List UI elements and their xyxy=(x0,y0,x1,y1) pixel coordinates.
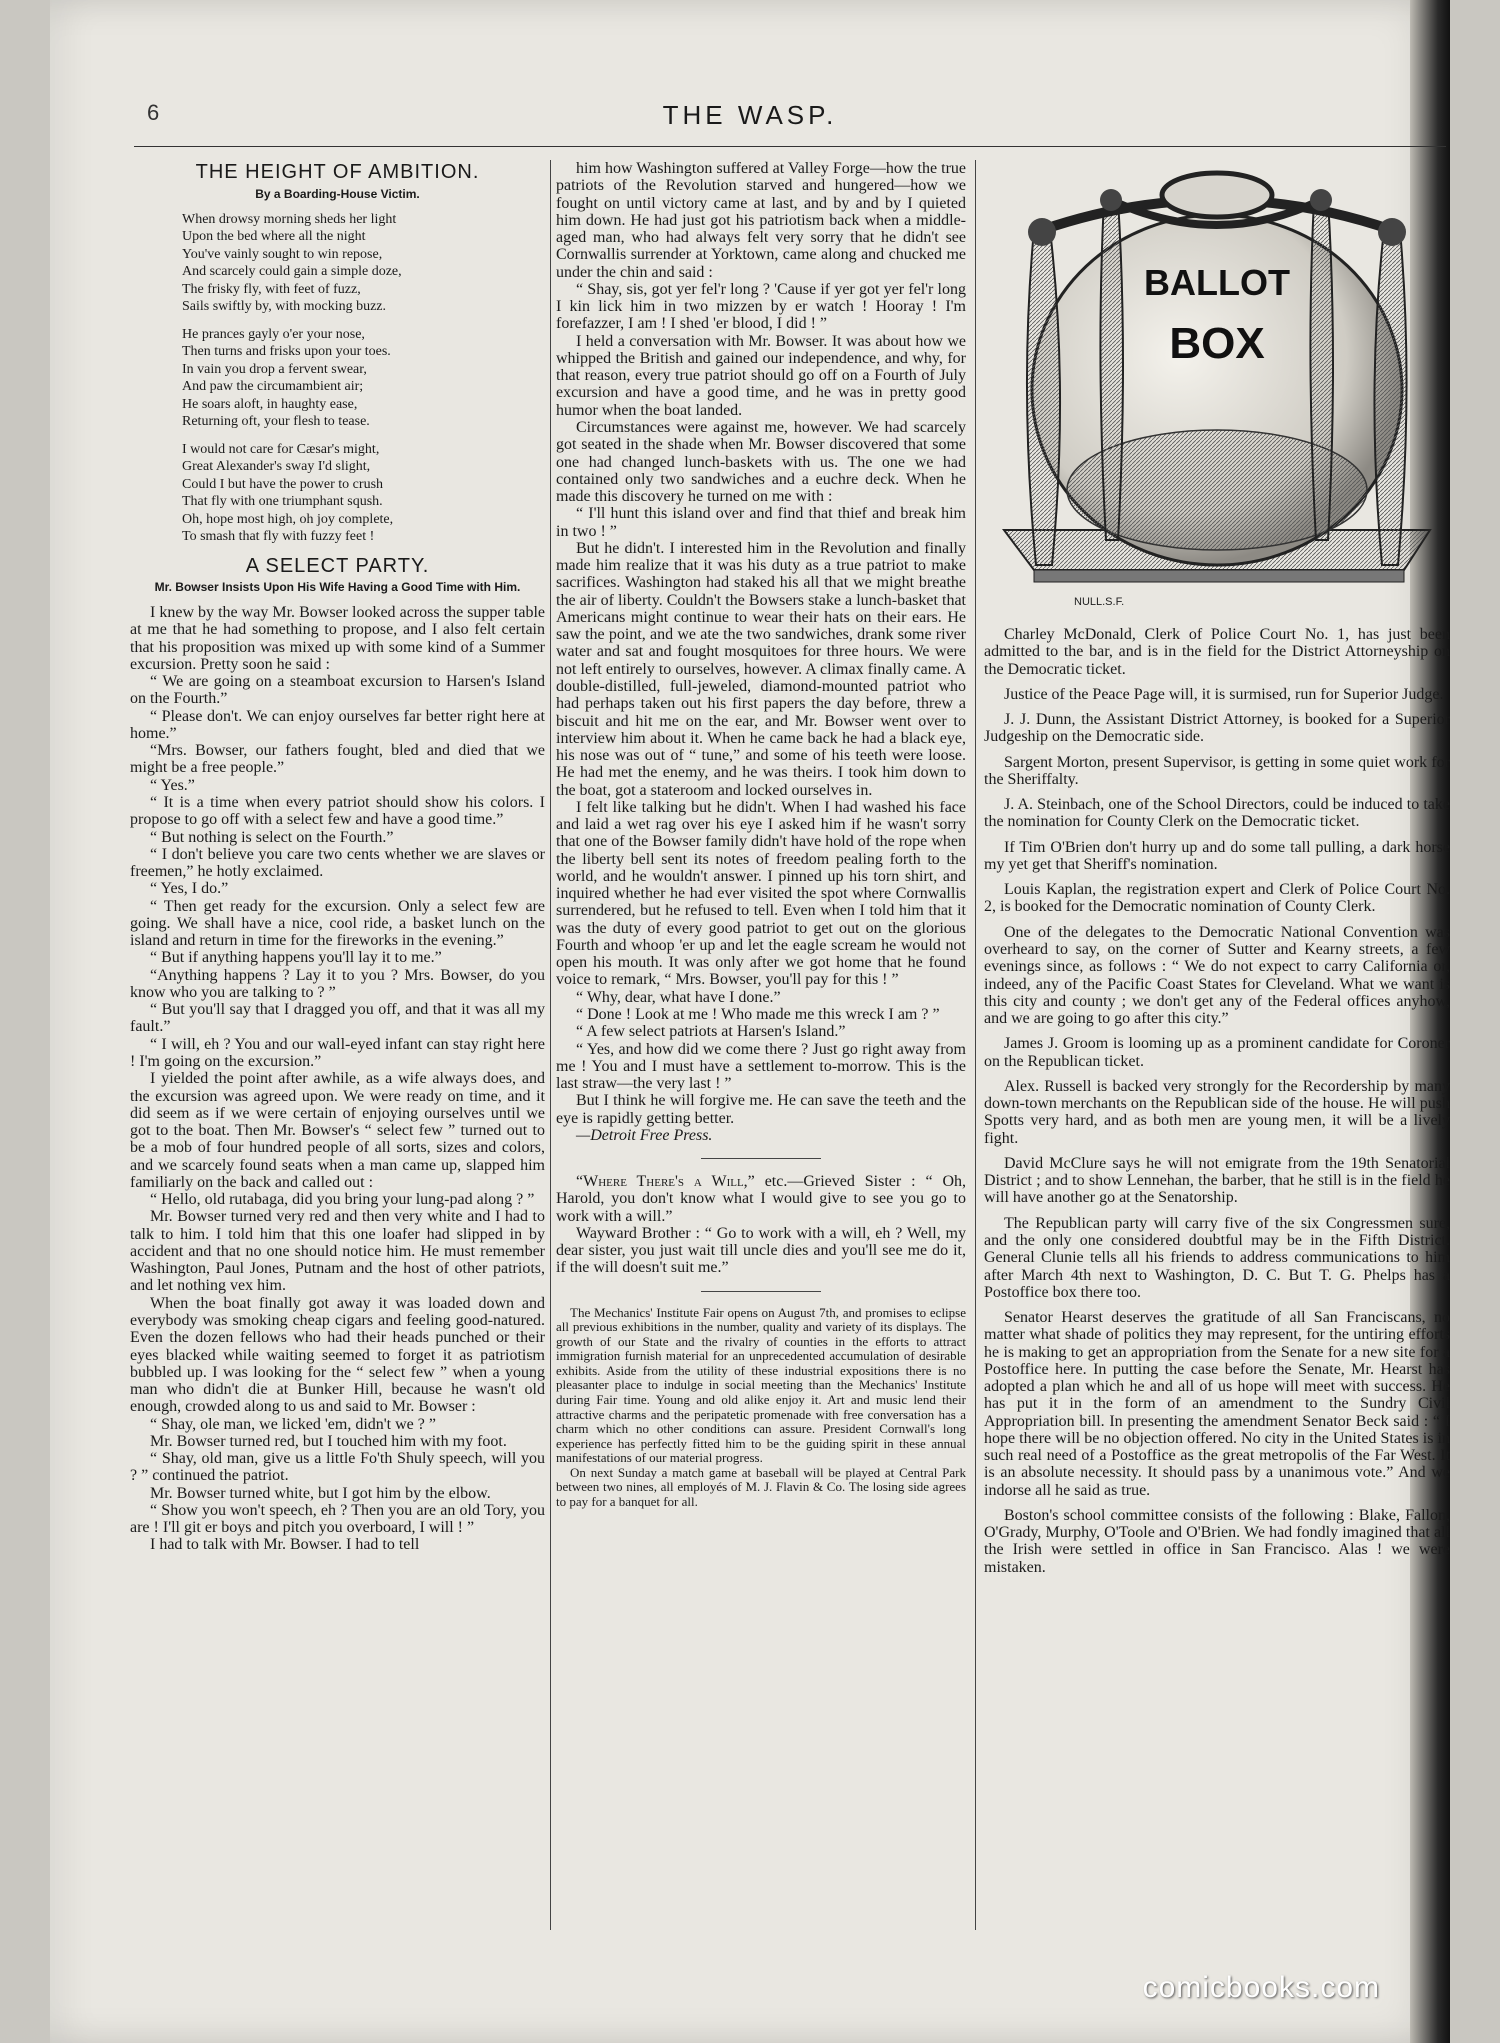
poem-line: He soars aloft, in haughty ease, xyxy=(182,396,358,412)
poem-body xyxy=(182,211,545,546)
story-paragraph: “ Shay, old man, give us a little Fo'th Shuly speech, will you ? ” continued the patriot. xyxy=(130,1450,545,1485)
note-paragraph: Louis Kaplan, the registration expert and Clerk of Police Court No. 2, is booked for the Democratic nomination of County Clerk. xyxy=(984,881,1450,916)
story-paragraph: Circumstances were against me, however. We had scarcely got seated in the shade when Mr. Bowser discovered that some one had changed lunch-baskets with us. The one we had contained only two sandwiches and a euchre deck. When he made this discovery he turned on me with : xyxy=(556,418,966,506)
will-paragraph: “Where There's a Will,” etc.—Grieved Sister : “ Oh, Harold, you don't know what I would give to see you go to work with a will.” xyxy=(556,1173,967,1225)
poem-byline: By a Boarding-House Victim. xyxy=(255,186,420,201)
story-paragraph: “ But you'll say that I dragged you off, and that it was all my fault.” xyxy=(130,1001,545,1036)
story-paragraph: “ Yes.” xyxy=(150,776,195,794)
poem-line: Sails swiftly by, with mocking buzz. xyxy=(182,299,387,315)
poem-line: You've vainly sought to win repose, xyxy=(182,246,383,262)
story-paragraph: Mr. Bowser turned red, but I touched him with my foot. xyxy=(150,1432,507,1450)
poem-line: He prances gayly o'er your nose, xyxy=(182,326,365,342)
story-paragraph: “ We are going on a steamboat excursion to Harsen's Island on the Fourth.” xyxy=(130,673,545,708)
story-subtitle: Mr. Bowser Insists Upon His Wife Having a Good Time with Him. xyxy=(154,580,521,595)
poem-line: In vain you drop a fervent swear, xyxy=(182,361,367,377)
column-1 xyxy=(130,160,545,1554)
poem-line: That fly with one triumphant sqush. xyxy=(182,494,383,510)
separator xyxy=(701,1291,821,1292)
story-paragraph: “ It is a time when every patriot should show his colors. I propose to go off with a select few and have a good time.” xyxy=(130,794,545,829)
story-column-1 xyxy=(130,604,545,1554)
story-paragraph: “ A few select patriots at Harsen's Island.” xyxy=(576,1023,846,1041)
poem-line: To smash that fly with fuzzy feet ! xyxy=(182,529,375,545)
column-rule-1 xyxy=(550,160,551,1930)
story-paragraph: him how Washington suffered at Valley Forge—how the true patriots of the Revolution starved and hungered—how we fought on until victory came at last, and by and by I quieted him down. He had just got his patriotism back when a middle-aged man, who had always felt very sorry that he didn't see Cornwallis surrender at Yorktown, came along and chucked me under the chin and said : xyxy=(556,160,966,281)
poem-line: And scarcely could gain a simple doze, xyxy=(182,264,402,280)
poem-line: The frisky fly, with feet of fuzz, xyxy=(182,281,361,297)
separator xyxy=(701,1158,821,1159)
page-number: 6 xyxy=(147,100,160,125)
short-item: On next Sunday a match game at baseball will be played at Central Park between two nines, all employés of M. J. Flavin & Co. The losing side agrees to pay for a banquet for all. xyxy=(556,1464,966,1509)
story-paragraph: “ But if anything happens you'll lay it to me.” xyxy=(150,949,442,967)
note-paragraph: One of the delegates to the Democratic National Convention was overheard to say, on the corner of Sutter and Kearny streets, a few evenings since, as follows : “ We do not expect to carry California or, indeed, any of the Pacific Coast States for Cleveland. What we want is this city and county ; we don't get any of the Federal offices anyhow, and we are going to go after this city.” xyxy=(984,923,1450,1028)
poem-line: Great Alexander's sway I'd slight, xyxy=(182,459,371,475)
note-paragraph: James J. Groom is looming up as a prominent candidate for Coroner on the Republican ticket. xyxy=(984,1035,1450,1070)
poem-line: And paw the circumambient air; xyxy=(182,379,364,395)
story-paragraph: But I think he will forgive me. He can save the teeth and the eye is rapidly getting better. xyxy=(556,1092,966,1127)
watermark: comicbooks.com xyxy=(1142,1971,1380,2004)
story-column-2 xyxy=(556,160,966,1127)
story-credit: —Detroit Free Press. xyxy=(576,1126,713,1144)
story-paragraph: “ Yes, and how did we come there ? Just go right away from me ! You and I must have a settlement to-morrow. This is the last straw—the very last ! ” xyxy=(556,1040,966,1093)
political-notes xyxy=(984,626,1450,1576)
poem-stanza xyxy=(182,326,545,431)
will-reply: Wayward Brother : “ Go to work with a will, eh ? Well, my dear sister, you just wait till uncle dies and you'll see me do it, if the will doesn't suit me.” xyxy=(556,1224,966,1277)
will-lead: Where There's a Will,” xyxy=(583,1173,755,1191)
story-paragraph: But he didn't. I interested him in the Revolution and finally made him realize that it was his duty as a true patriot to make sacrifices. Washington had staked his all that we might breathe the air of liberty. Couldn't the Bowsers stake a lunch-basket that Americans might continue to wear their hats on their ears. He saw the point, and we ate the two sandwiches, drank some river water and sat and fought mosquitoes for three hours. We were not left entirely to ourselves, however. A climax finally came. A double-distilled, full-jeweled, diamond-mounted patriot who had perhaps taken out his first papers the day before, threw a biscuit and hit me on the ear, and Mr. Bowser went over to interview him about it. When he came back he had a black eye, his nose was out of “ tune,” and some of his teeth were loose. He had met the enemy, and he was theirs. I took him down to the boat, got a stateroom and locked ourselves in. xyxy=(556,539,966,799)
story-paragraph: “ Yes, I do.” xyxy=(150,880,229,898)
story-paragraph: “Anything happens ? Lay it to you ? Mrs. Bowser, do you know who you are talking to ? ” xyxy=(130,966,545,1001)
poem-title: THE HEIGHT OF AMBITION. xyxy=(195,161,480,183)
note-paragraph: The Republican party will carry five of the six Congressmen sure, and the only one considered doubtful may be in the Fifth District. General Clunie tells all his friends to address communications to him after March 4th next to Washington, D. C. But T. G. Phelps has a Postoffice box there too. xyxy=(984,1214,1450,1301)
short-item: The Mechanics' Institute Fair opens on August 7th, and promises to eclipse all previous exhibitions in the number, quality and variety of its displays. The growth of our State and the rivalry of counties in the efforts to attract immigration furnish material for an unprecedented accumulation of desirable exhibits. Aside from the utility of these industrial expositions there is no pleasanter place to indulge in social meeting than the Mechanics' Institute during Fair time. Young and old alike enjoy it. Art and music lend their attractive charms and the peripatetic promenade with free conversation has a charm which no other conditions can assure. President Cornwall's long experience has perfectly fitted him to be the guiding spirit in these annual manifestations of our material progress. xyxy=(556,1304,966,1466)
note-paragraph: Senator Hearst deserves the gratitude of all San Franciscans, no matter what shade of politics they may represent, for the untiring efforts he is making to get an appropriation from the Senate for a new site for a Postoffice here. In putting the case before the Senate, Mr. Hearst has adopted a plan which he and all of us hope will meet with success. He has put it in the form of an amendment to the Sundry Civil Appropriation bill. In presenting the amendment Senator Beck said : “ I hope there will be no objection offered. No city in the United States is in such real need of a Postoffice as the great metropolis of the Far West. It is an absolute necessity. It should pass by a unanimous vote.” And we indorse all he said as true. xyxy=(984,1309,1450,1499)
story-paragraph: Mr. Bowser turned white, but I got him by the elbow. xyxy=(150,1484,491,1502)
story-paragraph: “ Done ! Look at me ! Who made me this wreck I am ? ” xyxy=(576,1006,940,1024)
poem-line: Returning oft, your flesh to tease. xyxy=(182,414,370,430)
story-paragraph: “ Show you won't speech, eh ? Then you are an old Tory, you are ! I'll git er boys and pitch you overboard, I will ! ” xyxy=(130,1501,545,1537)
header-rule xyxy=(134,146,1446,147)
ballot-box-illustration xyxy=(984,160,1450,620)
story-paragraph: “ Then get ready for the excursion. Only a select few are going. We shall have a nice, cool ride, a basket lunch on the island and return in time for the fireworks in the evening.” xyxy=(130,897,545,950)
story-paragraph: “ Shay, ole man, we licked 'em, didn't we ? ” xyxy=(150,1415,436,1433)
story-paragraph: “ I will, eh ? You and our wall-eyed infant can stay right here ! I'm going on the excursion.” xyxy=(130,1035,545,1070)
note-paragraph: Boston's school committee consists of the following : Blake, Fallon, O'Grady, Murphy, O'Toole and O'Brien. We had fondly imagined that all the Irish were settled in office in San Francisco. Alas ! we were mistaken. xyxy=(984,1506,1450,1576)
note-paragraph: David McClure says he will not emigrate from the 19th Senatorial District ; and to show Lennehan, the barber, that he still is in the field he will have another go at the Senatorship. xyxy=(984,1154,1450,1207)
poem-stanza xyxy=(182,211,545,316)
story-paragraph: When the boat finally got away it was loaded down and everybody was smoking cheap cigars and feeling good-natured. Even the dozen fellows who had their heads punched or their eyes blacked while waiting seemed to forget it as patriotism bubbled up. I was looking for the “ select few ” when a young man who didn't die at Bunker Hill, because he wasn't old enough, crowded along to us and said to Mr. Bowser : xyxy=(130,1294,545,1416)
story-paragraph: I had to talk with Mr. Bowser. I had to tell xyxy=(150,1536,420,1554)
story-paragraph: “ Please don't. We can enjoy ourselves far better right here at home.” xyxy=(130,707,545,742)
story-paragraph: I yielded the point after awhile, as a wife always does, and the excursion was agreed upon. We were ready on time, and it did seem as if we were certain of enjoying ourselves until we got to the boat. Then Mr. Bowser's “ select few ” turned out to be a mob of four hundred people of all sorts, sizes and colors, and we scarcely found seats when a man came up, slapped him familiarly on the back and called out : xyxy=(130,1070,545,1191)
column-rule-2 xyxy=(975,160,976,1930)
short-items xyxy=(556,1306,966,1510)
note-paragraph: Charley McDonald, Clerk of Police Court No. 1, has just been admitted to the bar, and is in the field for the District Attorneyship on the Democratic ticket. xyxy=(984,626,1450,678)
column-2 xyxy=(556,160,966,1509)
poem-line: I would not care for Cæsar's might, xyxy=(182,441,380,457)
poem-stanza xyxy=(182,441,545,546)
story-paragraph: “Mrs. Bowser, our fathers fought, bled and died that we might be a free people.” xyxy=(130,742,545,777)
story-paragraph: I held a conversation with Mr. Bowser. It was about how we whipped the British and gained our independence, and why, for that reason, every true patriot should go off on a Fourth of July excursion and have a good time, and he was in pretty good humor when the boat landed. xyxy=(556,332,966,419)
poem-line: Then turns and frisks upon your toes. xyxy=(182,344,391,360)
story-paragraph: “ Hello, old rutabaga, did you bring your lung-pad along ? ” xyxy=(150,1191,535,1209)
story-paragraph: Mr. Bowser turned very red and then very white and I had to talk to him. I told him that this one loafer had slipped in by accident and that no one should notice him. He must remember Washington, Paul Jones, Putnam and the host of other patriots, and let nothing vex him. xyxy=(130,1208,545,1295)
note-paragraph: Alex. Russell is backed very strongly for the Recordership by many down-town merchants on the Republican side of the house. He will push Spotts very hard, and as both men are young men, it will be a lively fight. xyxy=(984,1077,1450,1147)
masthead: THE WASP. xyxy=(662,100,838,130)
ballot-box-label-1: BALLOT xyxy=(1144,262,1290,303)
poem-line: When drowsy morning sheds her light xyxy=(182,211,397,227)
poem-line: Upon the bed where all the night xyxy=(182,229,366,245)
ballot-box-label-2: BOX xyxy=(1169,319,1265,368)
story-paragraph: “ Why, dear, what have I done.” xyxy=(576,988,781,1006)
story-paragraph: I knew by the way Mr. Bowser looked across the supper table at me that he had something to propose, and I also felt certain that his proposition was mixed up with some kind of a Summer excursion. Pretty soon he said : xyxy=(130,604,545,673)
poem-line: Oh, hope most high, oh joy complete, xyxy=(182,511,394,527)
column-3 xyxy=(984,160,1450,1584)
note-paragraph: Sargent Morton, present Supervisor, is getting in some quiet work for the Sheriffalty. xyxy=(984,753,1450,788)
story-paragraph: “ But nothing is select on the Fourth.” xyxy=(150,828,394,846)
story-paragraph: “ I'll hunt this island over and find that thief and break him in two ! ” xyxy=(556,505,966,540)
note-paragraph: If Tim O'Brien don't hurry up and do some tall pulling, a dark horse my yet get that Sheriff's nomination. xyxy=(984,838,1450,873)
story-paragraph: I felt like talking but he didn't. When I had washed his face and laid a wet rag over his eye I asked him if he wasn't sorry that one of the Bowser family didn't have hold of the rope when the liberty bell sent its notes of freedom pealing forth to the world, and he wouldn't answer. I pinned up his torn shirt, and inquired whether he had ever visited the spot where Cornwallis surrendered, but he refused to tell. Even when I told him that it was the duty of every good patriot to get out on the glorious Fourth and whoop 'er up and let the eagle scream he would not open his mouth. It was only after we got home that he found voice to remark, “ Mrs. Bowser, you'll pay for this ! ” xyxy=(556,798,966,989)
newspaper-page xyxy=(50,0,1450,2043)
story-title: A SELECT PARTY. xyxy=(245,554,430,577)
note-paragraph: J. A. Steinbach, one of the School Directors, could be induced to take the nomination for County Clerk on the Democratic ticket. xyxy=(984,796,1450,831)
note-paragraph: Justice of the Peace Page will, it is surmised, run for Superior Judge. xyxy=(1004,685,1444,703)
poem-line: Could I but have the power to crush xyxy=(182,476,384,492)
story-paragraph: “ I don't believe you care two cents whether we are slaves or freemen,” he hotly exclaimed. xyxy=(130,845,545,881)
note-paragraph: J. J. Dunn, the Assistant District Attorney, is booked for a Superior Judgeship on the Democratic side. xyxy=(984,711,1450,746)
artist-signature: NULL.S.F. xyxy=(1074,596,1125,608)
story-paragraph: “ Shay, sis, got yer fel'r long ? 'Cause if yer got yer fel'r long I kin lick him in two mizzen by er watch ! Hooray ! I'm forefazzer, I am ! I shed 'er blood, I did ! ” xyxy=(556,280,966,333)
